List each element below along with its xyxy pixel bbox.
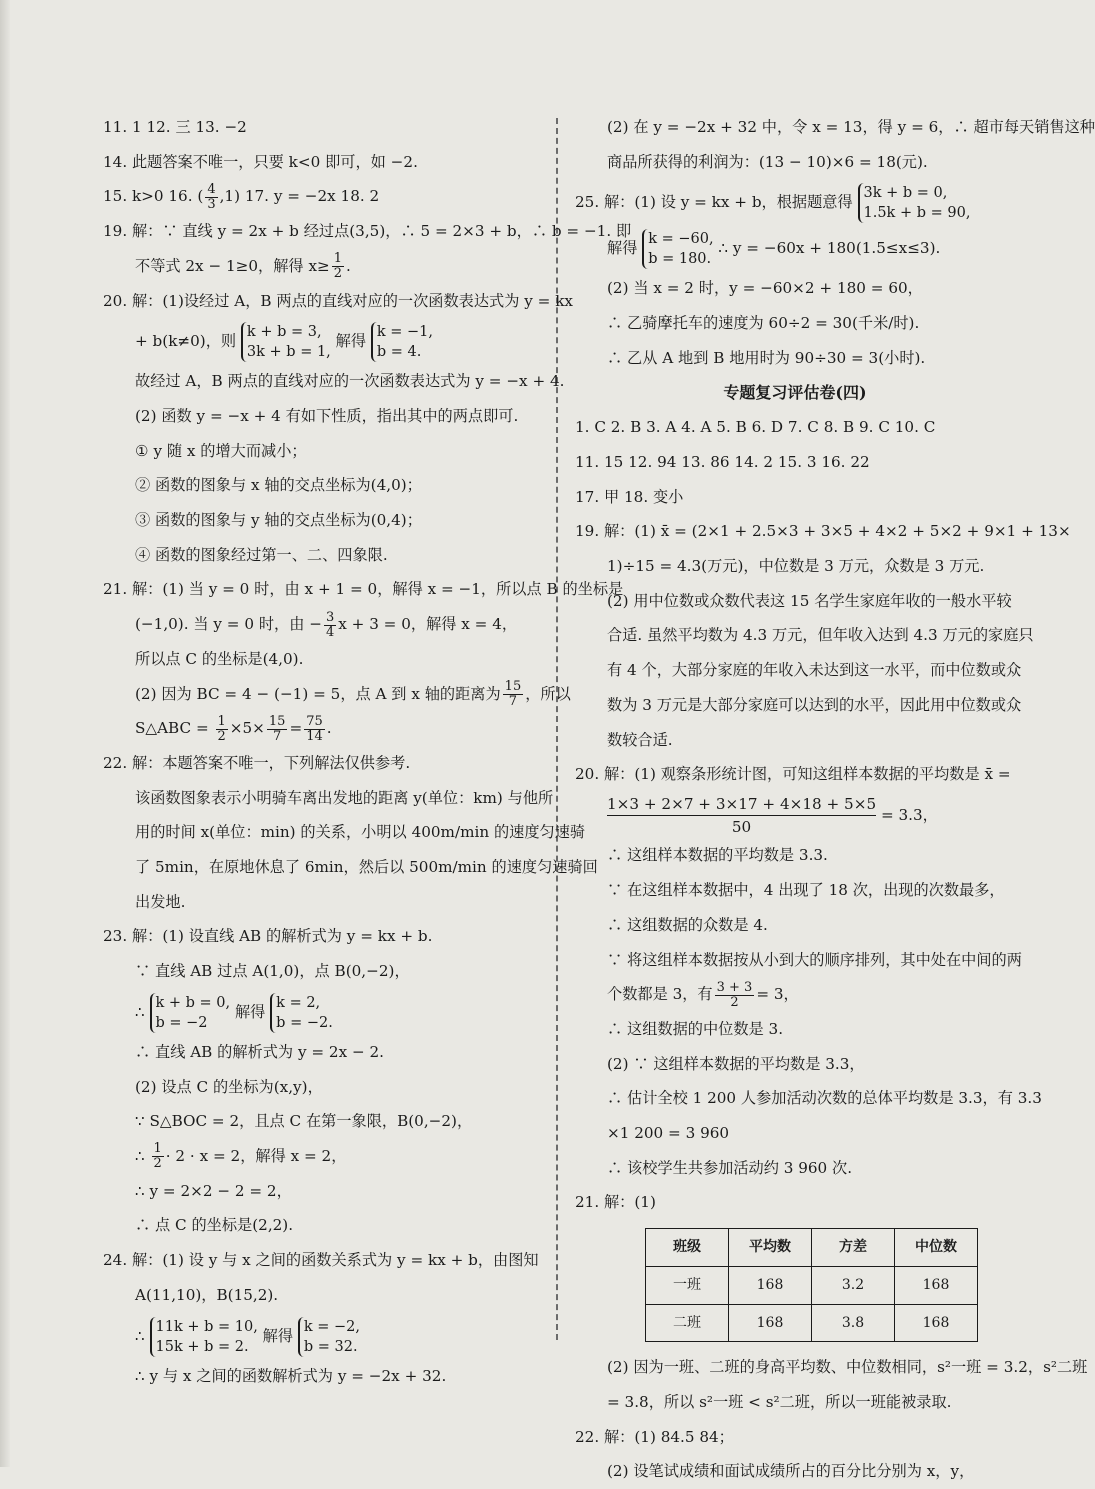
text: ∴ — [135, 1002, 145, 1021]
text: 25. 解：(1) 设 y = kx + b，根据题意得 — [575, 193, 853, 212]
text: · 2 · x = 2，解得 x = 2， — [165, 1146, 347, 1165]
table-header: 平均数 — [729, 1229, 812, 1267]
answer-line — [103, 711, 540, 746]
answer-line: ∵ 在这组样本数据中，4 出现了 18 次，出现的次数最多， — [607, 881, 1005, 900]
answer-line: ∴ 乙从 A 地到 B 地用时为 90÷30 = 3(小时). — [607, 348, 926, 367]
text: 解得 — [607, 239, 638, 258]
table-cell: 3.8 — [812, 1304, 895, 1342]
fraction: $\frac{1}{2}$ — [217, 713, 226, 744]
answer-line — [103, 607, 540, 642]
answer-line: ∴ 点 C 的坐标是(2,2). — [135, 1216, 294, 1235]
answer-line: (2) 因为一班、二班的身高平均数、中位数相同，s²一班 = 3.2，s²二班 — [607, 1358, 1088, 1377]
answer-line: 1)÷15 = 4.3(万元)，中位数是 3 万元，众数是 3 万元. — [607, 557, 985, 576]
answer-line: ② 函数的图象与 x 轴的交点坐标为(4,0)； — [135, 476, 422, 495]
answer-line: 23. 解：(1) 设直线 AB 的解析式为 y = kx + b. — [103, 927, 433, 946]
fraction: $\frac{1\times 3 + 2\times 7 + 3\times 17 + 4\times 18 + 5\times 5}{50}$ — [607, 795, 877, 837]
equation-system: 3k + b = 0, 1.5k + b = 90, — [858, 183, 971, 223]
text: . — [326, 719, 332, 738]
text: ∴ — [135, 1146, 150, 1165]
table-header: 中位数 — [895, 1229, 978, 1267]
answer-line: ∵ 将这组样本数据按从小到大的顺序排列，其中处在中间的两 — [607, 950, 1022, 969]
text: (−1,0). 当 y = 0 时，由 − — [135, 615, 322, 634]
answer-line: ④ 函数的图象经过第一、二、四象限. — [135, 545, 388, 564]
answer-line — [103, 677, 571, 712]
answer-line: ∴ y = 2×2 − 2 = 2， — [135, 1181, 292, 1200]
answer-line — [103, 989, 540, 1035]
answer-line: (2) 设点 C 的坐标为(x,y)， — [135, 1077, 323, 1096]
answer-line: 1. C 2. B 3. A 4. A 5. B 6. D 7. C 8. B 9. C 10. C — [575, 418, 936, 437]
table-cell: 二班 — [646, 1304, 729, 1342]
answer-line: 数为 3 万元是大部分家庭可以达到的水平，因此用中位数或众 — [607, 695, 1022, 714]
text: ∴ — [135, 1326, 145, 1345]
answer-line: ∴ 直线 AB 的解析式为 y = 2x − 2. — [135, 1042, 384, 1061]
answer-line: 了 5min，在原地休息了 6min，然后以 500m/min 的速度匀速骑回 — [135, 858, 598, 877]
table-cell: 一班 — [646, 1266, 729, 1304]
answer-line: ∴ 这组样本数据的平均数是 3.3. — [607, 846, 828, 865]
section-title: 专题复习评估卷(四) — [723, 382, 867, 402]
answer-line: 数较合适. — [607, 730, 673, 749]
answer-line: 22. 解：本题答案不唯一，下列解法仅供参考. — [103, 753, 411, 772]
answer-line: 故经过 A，B 两点的直线对应的一次函数表达式为 y = −x + 4. — [135, 372, 565, 391]
text: 解得 — [335, 332, 366, 351]
table-cell: 168 — [895, 1304, 978, 1342]
fraction: $\frac{1}{2}$ — [333, 251, 343, 282]
equation-system: k = −1, b = 4. — [371, 322, 433, 362]
answer-line: 出发地. — [135, 892, 186, 911]
answer-line: 11. 15 12. 94 13. 86 14. 2 15. 3 16. 22 — [575, 452, 870, 471]
answer-line: 有 4 个，大部分家庭的年收入未达到这一水平，而中位数或众 — [607, 661, 1022, 680]
table-row — [646, 1304, 978, 1342]
answer-line: 19. 解：(1) x̄ = (2×1 + 2.5×3 + 3×5 + 4×2 + 5×2 + 9×1 + 13× — [575, 522, 1071, 541]
answer-line: 该函数图象表示小明骑车离出发地的距离 y(单位：km) 与他所 — [135, 788, 554, 807]
fraction: $\frac{75}{14}$ — [306, 713, 323, 744]
answer-line: ∵ 直线 AB 过点 A(1,0)，点 B(0,−2)， — [135, 962, 410, 981]
text: = — [289, 719, 303, 738]
right-column — [575, 110, 1095, 1489]
answer-line: ① y 随 x 的增大而减小； — [135, 441, 307, 460]
table-cell: 168 — [729, 1304, 812, 1342]
answer-line: 商品所获得的利润为：(13 − 10)×6 = 18(元). — [607, 152, 928, 171]
answer-line: 21. 解：(1) — [575, 1193, 656, 1212]
answer-line: 11. 1 12. 三 13. −2 — [103, 118, 247, 136]
answer-line: 14. 此题答案不唯一，只要 k<0 即可，如 −2. — [103, 152, 418, 171]
answer-line: 24. 解：(1) 设 y 与 x 之间的函数关系式为 y = kx + b，由图知 — [103, 1251, 539, 1270]
answer-line: (2) 设笔试成绩和面试成绩所占的百分比分别为 x，y， — [607, 1462, 975, 1481]
answer-line: (2) ∵ 这组样本数据的平均数是 3.3， — [607, 1054, 865, 1073]
answer-line — [575, 179, 1015, 225]
answer-line — [103, 1313, 540, 1359]
text: 解得 — [262, 1326, 294, 1345]
text: = 3.3， — [880, 805, 938, 824]
equation-system: k + b = 0, b = −2 — [150, 993, 231, 1033]
answer-line: ∵ S△BOC = 2，且点 C 在第一象限，B(0,−2)， — [135, 1112, 473, 1131]
answer-line: = 3.8，所以 s²一班 < s²二班，所以一班能被录取. — [607, 1393, 952, 1411]
answer-line: ∴ y 与 x 之间的函数解析式为 y = −2x + 32. — [135, 1366, 447, 1385]
answer-line — [575, 225, 1015, 271]
answer-line: ∴ 估计全校 1 200 人参加活动次数的总体平均数是 3.3，有 3.3 — [607, 1089, 1042, 1108]
text: x + 3 = 0，解得 x = 4， — [338, 615, 518, 634]
table-header: 班级 — [646, 1229, 729, 1267]
answer-line: A(11,10)，B(15,2). — [135, 1285, 279, 1304]
fraction: $\frac{15}{7}$ — [504, 679, 522, 710]
text: S△ABC = — [135, 719, 214, 738]
table-header: 方差 — [812, 1229, 895, 1267]
answer-line: 20. 解：(1) 观察条形统计图，可知这组样本数据的平均数是 x̄ = — [575, 765, 1011, 784]
fraction: $\frac{4}{3}$ — [207, 181, 216, 212]
equation-system: 11k + b = 10, 15k + b = 2. — [150, 1317, 258, 1357]
answer-line — [575, 977, 1015, 1012]
answer-line — [103, 1139, 540, 1174]
text: ×5× — [229, 719, 265, 738]
page-edge — [0, 0, 10, 1467]
answer-line — [103, 179, 540, 214]
fraction: $\frac{3 + 3}{2}$ — [716, 979, 753, 1010]
table-cell: 168 — [729, 1266, 812, 1304]
answer-line — [103, 318, 540, 364]
text: ,1) 17. y = −2x 18. 2 — [219, 187, 380, 206]
answer-line: 所以点 C 的坐标是(4,0). — [135, 649, 304, 668]
answer-line: 17. 甲 18. 变小 — [575, 487, 684, 506]
fraction: $\frac{15}{7}$ — [268, 713, 286, 744]
table-row — [646, 1266, 978, 1304]
fraction: $\frac{1}{2}$ — [153, 1141, 162, 1172]
text: . — [346, 256, 351, 275]
answer-line: (2) 当 x = 2 时，y = −60×2 + 180 = 60， — [607, 279, 923, 298]
answer-line: ∴ 乙骑摩托车的速度为 60÷2 = 30(千米/时). — [607, 314, 920, 333]
equation-system: k = 2, b = −2. — [270, 993, 333, 1033]
results-table — [645, 1228, 978, 1342]
text: ∴ y = −60x + 180(1.5≤x≤3). — [718, 239, 941, 258]
text: = 3， — [756, 985, 799, 1004]
answer-line: 20. 解：(1)设经过 A，B 两点的直线对应的一次函数表达式为 y = kx — [103, 291, 573, 310]
answer-line: ∴ 这组数据的中位数是 3. — [607, 1019, 784, 1038]
table-cell: 3.2 — [812, 1266, 895, 1304]
answer-line: (2) 函数 y = −x + 4 有如下性质，指出其中的两点即可. — [135, 406, 519, 425]
equation-system: k = −60, b = 180. — [642, 229, 713, 269]
equation-system: k = −2, b = 32. — [298, 1317, 360, 1357]
text: 解得 — [234, 1002, 266, 1021]
text: (2) 因为 BC = 4 − (−1) = 5，点 A 到 x 轴的距离为 — [135, 684, 501, 703]
text: ，所以 — [525, 684, 571, 703]
answer-line: ∴ 这组数据的众数是 4. — [607, 915, 768, 934]
answer-line: 19. 解：∵ 直线 y = 2x + b 经过点(3,5)，∴ 5 = 2×3 + b，∴ b = −1. 即 — [103, 222, 632, 241]
answer-line: ∴ 该校学生共参加活动约 3 960 次. — [607, 1158, 853, 1177]
text: 不等式 2x − 1≥0，解得 x≥ — [135, 256, 330, 275]
fraction: $\frac{3}{4}$ — [325, 609, 335, 640]
equation-system: k + b = 3, 3k + b = 1, — [241, 322, 331, 362]
answer-line: ×1 200 = 3 960 — [607, 1124, 730, 1143]
text: 个数都是 3，有 — [607, 985, 713, 1004]
table-cell: 168 — [895, 1266, 978, 1304]
answer-line: ③ 函数的图象与 y 轴的交点坐标为(0,4)； — [135, 511, 422, 530]
text: 15. k>0 16. ( — [103, 187, 204, 206]
answer-line — [103, 249, 540, 284]
answer-line: 22. 解：(1) 84.5 84； — [575, 1427, 734, 1446]
answer-line: 21. 解：(1) 当 y = 0 时，由 x + 1 = 0，解得 x = −1，所以点 B 的坐标是 — [103, 580, 624, 599]
answer-line: (2) 在 y = −2x + 32 中，令 x = 13，得 y = 6，∴ 超市每天销售这种 — [607, 118, 1095, 136]
answer-line — [575, 792, 1015, 839]
answer-line: 用的时间 x(单位：min) 的关系，小明以 400m/min 的速度匀速骑 — [135, 823, 586, 842]
text: + b(k≠0)，则 — [135, 332, 237, 351]
table-header-row — [646, 1229, 978, 1267]
answer-line: 合适. 虽然平均数为 4.3 万元，但年收入达到 4.3 万元的家庭只 — [607, 626, 1034, 645]
answer-line: (2) 用中位数或众数代表这 15 名学生家庭年收的一般水平较 — [607, 591, 1012, 610]
